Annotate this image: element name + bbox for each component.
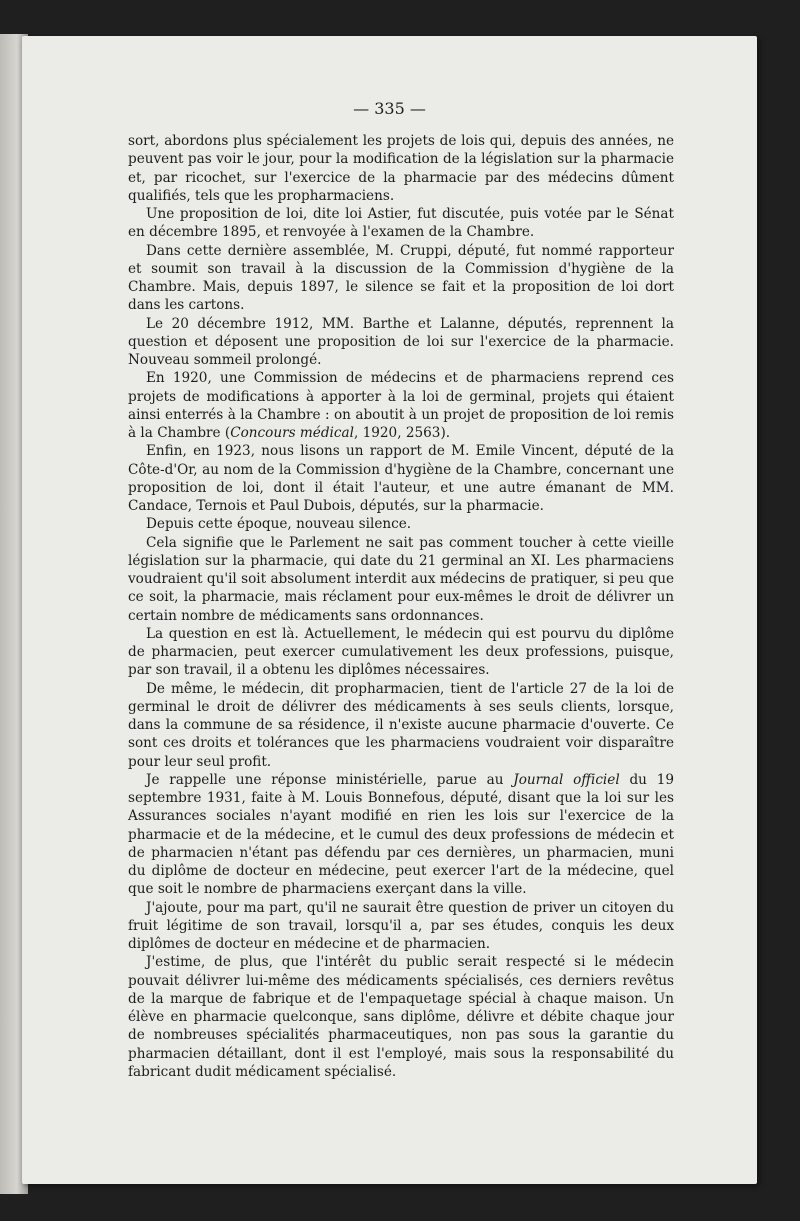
paragraph: Une proposition de loi, dite loi Astier, fut discutée, puis votée par le Sénat en décembre 1895, et renvoyée à l'examen de la Chambre. [128,206,674,241]
text-body [128,132,674,1081]
paragraph: Cela signifie que le Parlement ne sait pas comment toucher à cette vieille législation sur la pharmacie, qui date du 21 germinal an XI. Les pharmaciens voudraient qu'il soit absolument interdit aux médecins de pratiquer, si peu que ce soit, la pharmacie, mais réclament pour eux-mêmes le droit de délivrer un certain nombre de médicaments sans ordonnances. [128,534,674,624]
book-page [22,36,757,1184]
paragraph: De même, le médecin, dit propharmacien, tient de l'article 27 de la loi de germinal le droit de délivrer des médicaments à ses seuls clients, lorsque, dans la commune de sa résidence, il n'existe aucune pharmacie d'ouverte. Ce sont ces droits et tolérances que les pharmaciens voudraient voir disparaître pour leur seul profit. [128,680,674,770]
citation-title: Journal officiel [513,771,620,788]
paragraph: Depuis cette époque, nouveau silence. [146,516,412,533]
paragraph: La question en est là. Actuellement, le médecin qui est pourvu du diplôme de pharmacien, peut exercer cumulativement les deux professions, puisque, par son travail, il a obtenu les diplômes nécessaires. [128,625,674,679]
paragraph-text: En 1920, une Commission de médecins et de pharmaciens reprend ces projets de modifications à apporter à la loi de germinal, projets qui étaient ainsi enterrés à la Chambre : on aboutit à un projet de proposition de loi remis à la Chambre ( [128,370,674,441]
paragraph: J'ajoute, pour ma part, qu'il ne saurait être question de priver un citoyen du fruit légitime de son travail, lorsqu'il a, par ses études, conquis les deux diplômes de docteur en médecine et de pharmacien. [128,899,674,952]
paragraph: Le 20 décembre 1912, MM. Barthe et Lalanne, députés, reprennent la question et déposent une proposition de loi sur l'exercice de la pharmacie. Nouveau sommeil prolongé. [128,315,674,368]
citation-title: Concours médical [230,425,354,441]
paragraph: Enfin, en 1923, nous lisons un rapport de M. Emile Vincent, député de la Côte-d'Or, au nom de la Commission d'hygiène de la Chambre, concernant une proposition de loi, dont il était l'auteur, et une autre émanant de MM. Candace, Ternois et Paul Dubois, députés, sur la pharmacie. [128,443,674,514]
paragraph-text: du 19 septembre 1931, faite à M. Louis Bonnefous, député, disant que la loi sur les Assurances sociales n'ayant modifié en rien les lois sur l'exercice de la pharmacie et de la médecine, et le cumul des deux professions de médecin et de pharmacien n'étant pas défendu par ces dernières, un pharmacien, muni du diplôme de docteur en médecine, peut exercer l'art de la médecine, quel que soit le nombre de pharmaciens exerçant dans la ville. [128,771,675,898]
page-number: — 335 — [353,99,426,118]
paragraph-text: , 1920, 2563). [353,425,451,441]
paragraph: Dans cette dernière assemblée, M. Cruppi, député, fut nommé rapporteur et soumit son travail à la discussion de la Commission d'hygiène de la Chambre. Mais, depuis 1897, le silence se fait et la proposition de loi dort dans les cartons. [128,242,674,314]
paragraph [128,369,674,442]
paragraph [128,771,674,899]
paragraph-text: Je rappelle une réponse ministérielle, parue au [146,771,514,788]
paragraph: sort, abordons plus spécialement les projets de lois qui, depuis des années, ne peuvent pas voir le jour, pour la modification de la législation sur la pharmacie et, par ricochet, sur l'exercice de la pharmacie par des médecins dûment qualifiés, tels que les propharmaciens. [128,133,674,204]
paragraph: J'estime, de plus, que l'intérêt du public serait respecté si le médecin pouvait délivrer lui-même des médicaments spécialisés, ces derniers revêtus de la marque de fabrique et de l'empaquetage spécial à chaque maison. Un élève en pharmacie quelconque, sans diplôme, délivre et débite chaque jour de nombreuses spécialités pharmaceutiques, non pas sous la garantie du pharmacien détaillant, dont il est l'employé, mais sous la responsabilité du fabricant dudit médicament spécialisé. [128,954,674,1080]
